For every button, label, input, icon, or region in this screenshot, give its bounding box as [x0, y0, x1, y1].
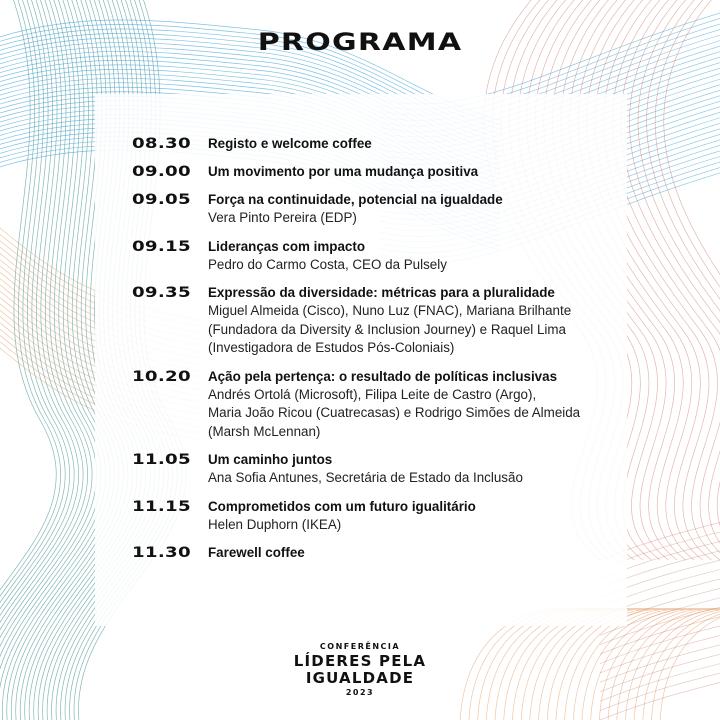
session-speakers: Maria João Ricou (Cuatrecasas) e Rodrigo Simões de Almeida [208, 405, 581, 420]
session-speakers: Andrés Ortolá (Microsoft), Filipa Leite de Castro (Argo), [208, 386, 537, 402]
schedule-row [132, 498, 612, 535]
session-speakers: Vera Pinto Pereira (EDP) [208, 210, 357, 225]
session-content [208, 368, 612, 442]
session-speakers: Helen Duphorn (IKEA) [208, 516, 342, 532]
session-time: 11.15 [132, 498, 191, 515]
session-time: 11.05 [132, 452, 191, 468]
session-title: Comprometidos com um futuro igualitário [208, 498, 476, 514]
session-speakers: Pedro do Carmo Costa, CEO da Pulsely [208, 256, 447, 272]
logo-igualdade: IGUALDADE [305, 669, 415, 687]
schedule-row [132, 163, 612, 181]
session-time: 08.30 [132, 136, 191, 152]
page-title: PROGRAMA [257, 28, 463, 56]
session-time: 10.20 [132, 368, 191, 385]
session-content [208, 498, 612, 535]
session-title: Lideranças com impacto [208, 238, 366, 254]
session-title: Um caminho juntos [208, 452, 333, 467]
session-speakers: Miguel Almeida (Cisco), Nuno Luz (FNAC), Mariana Brilhante [208, 303, 572, 318]
session-title: Expressão da diversidade: métricas para a pluralidade [208, 285, 555, 300]
session-time: 09.15 [132, 238, 191, 255]
schedule-row [132, 135, 612, 153]
session-title: Força na continuidade, potencial na igualdade [208, 192, 503, 207]
logo-lideres-pela: LÍDERES PELA [293, 652, 427, 670]
session-content [208, 191, 612, 228]
session-content [208, 163, 612, 181]
session-content [208, 544, 612, 562]
session-time: 09.05 [132, 192, 191, 208]
session-content [208, 135, 612, 153]
session-content [208, 284, 612, 358]
session-content [208, 238, 612, 275]
session-speakers: Ana Sofia Antunes, Secretária de Estado da Inclusão [208, 470, 523, 485]
session-title: Ação pela pertença: o resultado de políticas inclusivas [208, 368, 558, 384]
conference-logo [260, 641, 460, 699]
schedule-row [132, 451, 612, 488]
schedule-row [132, 544, 612, 562]
session-speakers: (Marsh McLennan) [208, 423, 321, 439]
session-time: 09.35 [132, 285, 191, 301]
schedule-list [132, 135, 612, 572]
session-title: Registo e welcome coffee [208, 136, 372, 151]
session-speakers: (Investigadora de Estudos Pós-Coloniais) [208, 340, 455, 355]
session-content [208, 451, 612, 488]
schedule-row [132, 284, 612, 358]
session-time: 11.30 [132, 545, 191, 561]
logo-conferencia: CONFERÊNCIA [319, 642, 401, 651]
schedule-row [132, 368, 612, 442]
schedule-row [132, 191, 612, 228]
session-speakers: (Fundadora da Diversity & Inclusion Journey) e Raquel Lima [208, 321, 567, 337]
session-time: 09.00 [132, 164, 191, 180]
logo-year: 2023 [345, 688, 375, 697]
schedule-row [132, 238, 612, 275]
session-title: Um movimento por uma mudança positiva [208, 164, 479, 179]
session-title: Farewell coffee [208, 545, 305, 560]
